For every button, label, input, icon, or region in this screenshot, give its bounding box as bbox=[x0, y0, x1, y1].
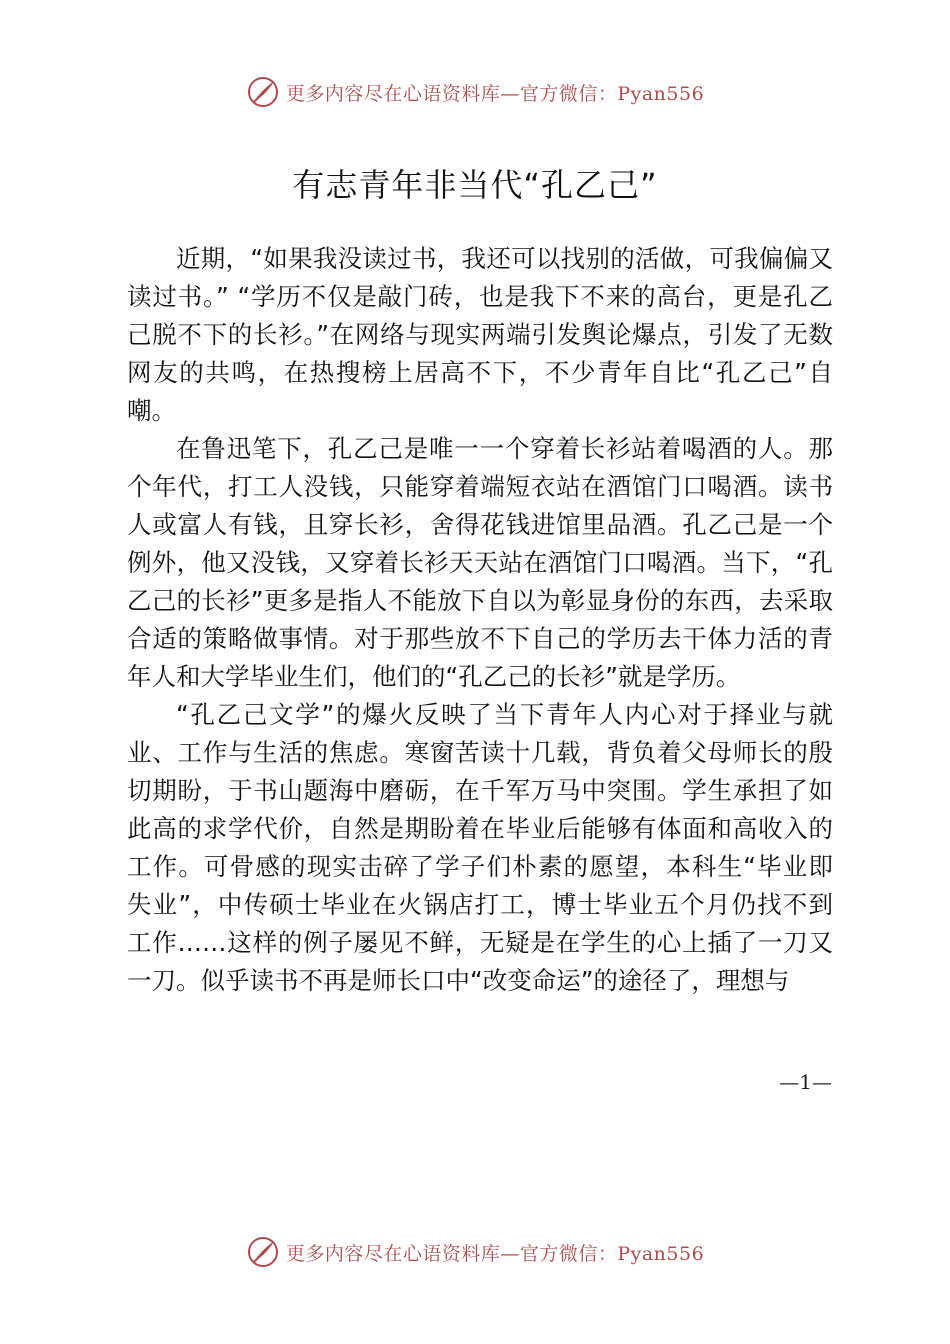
paragraph-3: “孔乙己文学”的爆火反映了当下青年人内心对于择业与就业、工作与生活的焦虑。寒窗苦读十几载，背负着父母师长的殷 切期盼，于书山题海中磨砺，在千军万马中突围。学生承担了如 此高的求学代价，自然是期盼着在毕业后能够有体面和高收入的工作。可骨感的现实击碎了学子们朴素的愿望，本科生“毕业即 失业”，中传硕士毕业在火锅店打工，博士毕业五个月仍找不到 工作……这样的例子屡见不鲜，无疑是在学生的心上插了一刀又一刀。似乎读书不再是师长口中“改变命运”的途径了，理想与 bbox=[127, 700, 833, 995]
footer-banner bbox=[0, 1232, 950, 1272]
page-number: —1— bbox=[779, 1070, 832, 1094]
banner-text: 更多内容尽在心语资料库—官方微信：Pyan556 bbox=[285, 1242, 705, 1265]
banner-text: 更多内容尽在心语资料库—官方微信：Pyan556 bbox=[285, 82, 705, 105]
header-banner bbox=[0, 72, 950, 112]
quill-logo-icon bbox=[246, 1235, 280, 1269]
paragraph-1: 近期，“如果我没读过书，我还可以找别的活做，可我偏偏又读过书。” “学历不仅是敲门砖，也是我下不来的高台，更是孔乙己脱不下的长衫。”在网络与现实两端引发舆论爆点，引发了无数网友的共鸣，在热搜榜上居高不下，不少青年自比“孔乙己”自嘲。 bbox=[127, 244, 833, 425]
document-title: 有志青年非当代“孔乙己” bbox=[292, 166, 658, 204]
paragraph-2: 在鲁迅笔下，孔乙己是唯一一个穿着长衫站着喝酒的人。那个年代，打工人没钱，只能穿着端短衣站在酒馆门口喝酒。读书人或富人有钱，且穿长衫，舍得花钱进馆里品酒。孔乙己是一个例外，他又没钱，又穿着长衫天天站在酒馆门口喝酒。当下，“孔乙己的长衫”更多是指人不能放下自以为彰显身份的东西，去采取合适的策略做事情。对于那些放不下自己的学历去干体力活的青年人和大学毕业生们，他们的“孔乙己的长衫”就是学历。 bbox=[127, 434, 833, 691]
quill-logo-icon bbox=[246, 75, 280, 109]
document-body bbox=[127, 240, 833, 1000]
